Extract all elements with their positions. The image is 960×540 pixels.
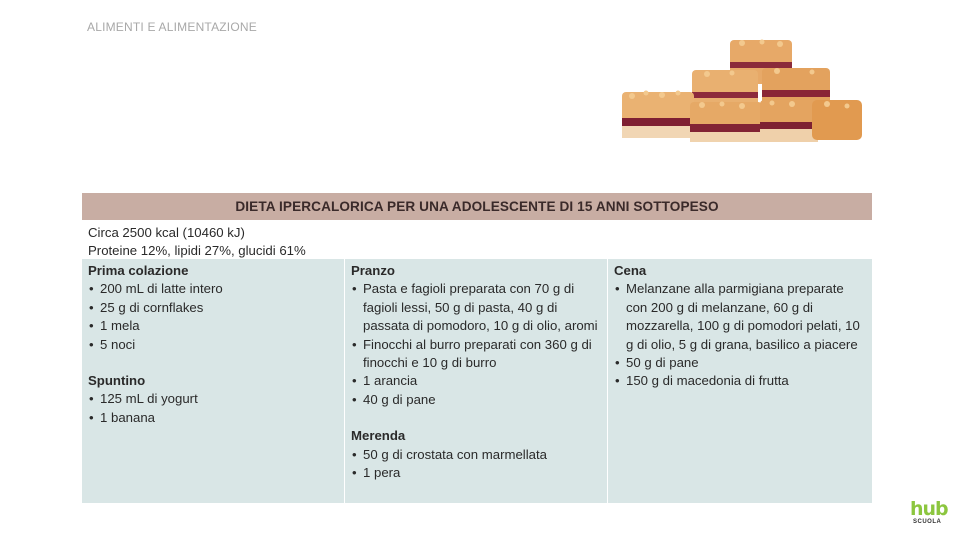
table-summary bbox=[82, 220, 872, 259]
table-columns bbox=[82, 259, 872, 503]
logo-sub: SCUOLA bbox=[913, 519, 942, 525]
list-item: • 200 mL di latte intero bbox=[88, 280, 338, 298]
list-item: • 40 g di pane bbox=[351, 391, 601, 409]
list-item: • 50 g di pane bbox=[614, 354, 866, 372]
list-item: • 1 banana bbox=[88, 409, 338, 427]
list-item: • Pasta e fagioli preparata con 70 g di fagioli lessi, 50 g di pasta, 40 g di passata di pomodoro, 10 g di olio, aromi bbox=[351, 280, 601, 335]
column-evening bbox=[608, 259, 872, 503]
list-item: • 25 g di cornflakes bbox=[88, 299, 338, 317]
section-heading: Prima colazione bbox=[88, 263, 189, 278]
section-heading: Pranzo bbox=[351, 263, 395, 278]
list-item: • 150 g di macedonia di frutta bbox=[614, 372, 866, 390]
list-item: • 125 mL di yogurt bbox=[88, 390, 338, 408]
list-item: • Finocchi al burro preparati con 360 g di finocchi e 10 g di burro bbox=[351, 336, 601, 373]
crostata-photo bbox=[612, 30, 872, 180]
section-header: ALIMENTI E ALIMENTAZIONE bbox=[87, 20, 257, 34]
list-item: • 1 arancia bbox=[351, 372, 601, 390]
logo-brand: hub bbox=[910, 498, 948, 520]
list-item: • 5 noci bbox=[88, 336, 338, 354]
summary-line-macros: Proteine 12%, lipidi 27%, glucidi 61% bbox=[88, 243, 306, 259]
list-item: • Melanzane alla parmigiana preparate con 200 g di melanzane, 60 g di mozzarella, 100 g di pomodori pelati, 10 g di olio, 5 g di grana, basilico a piacere bbox=[614, 280, 866, 354]
summary-line-energy: Circa 2500 kcal (10460 kJ) bbox=[88, 225, 245, 240]
table-title: DIETA IPERCALORICA PER UNA ADOLESCENTE DI 15 ANNI SOTTOPESO bbox=[82, 193, 872, 220]
section-heading: Spuntino bbox=[88, 373, 146, 389]
list-item: • 50 g di crostata con marmellata bbox=[351, 446, 601, 464]
hub-scuola-logo bbox=[910, 500, 950, 530]
section-heading: Merenda bbox=[351, 428, 406, 444]
section-heading: Cena bbox=[614, 263, 647, 278]
column-morning bbox=[82, 259, 345, 503]
column-midday bbox=[345, 259, 608, 503]
diet-table bbox=[82, 193, 872, 503]
list-item: • 1 mela bbox=[88, 317, 338, 335]
list-item: • 1 pera bbox=[351, 464, 601, 482]
